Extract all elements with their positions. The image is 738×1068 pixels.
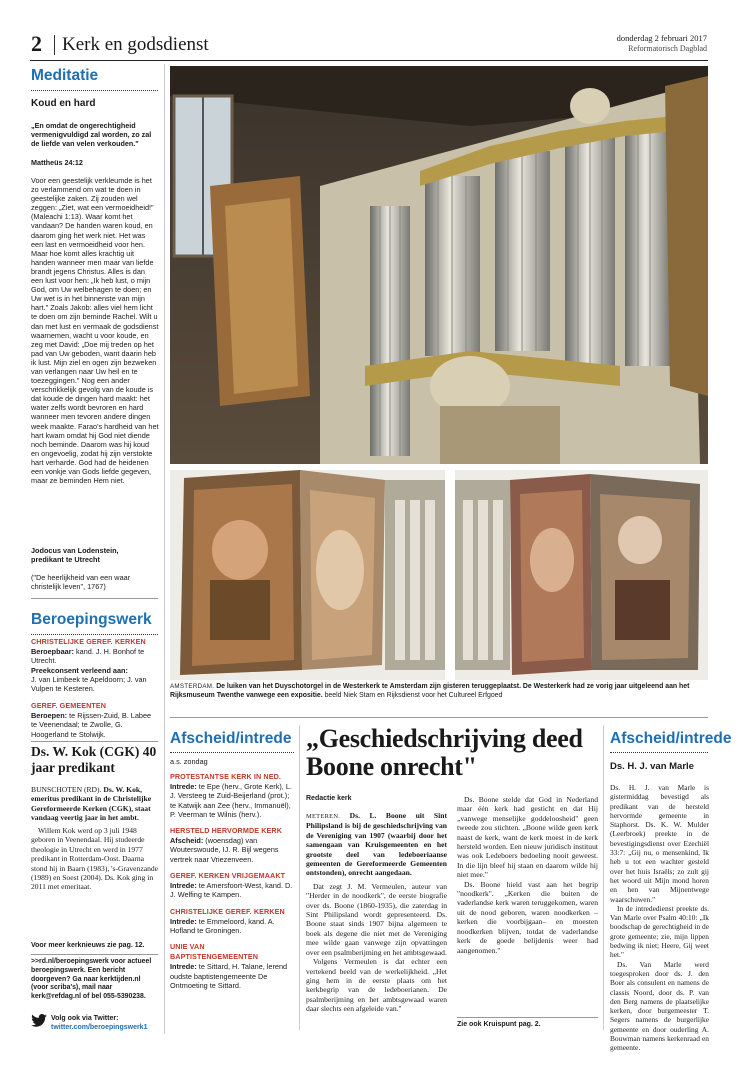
- beroepen-label: Beroepen:: [31, 711, 68, 720]
- twitter-label: Volg ook via Twitter:: [51, 1015, 119, 1022]
- afscheid-group: GEREF. KERKEN VRIJGEMAAKT: [170, 871, 286, 881]
- afscheid-heading: Afscheid/intrede: [170, 730, 292, 747]
- preekconsent-label: Preekconsent verleend aan:: [31, 665, 128, 675]
- afscheid-label: Intrede:: [170, 782, 197, 791]
- beroep-group-cgk: CHRISTELIJKE GEREF. KERKEN: [31, 637, 146, 646]
- column-divider: [164, 64, 165, 1034]
- see-also: Zie ook Kruispunt pag. 2.: [457, 1021, 541, 1028]
- afscheid-label: Intrede:: [170, 881, 197, 891]
- afscheid-list: [170, 772, 294, 990]
- main-lead: [306, 811, 447, 878]
- meditatie-author: Jodocus van Lodenstein,: [31, 546, 119, 555]
- beroep-bottom-rule: [31, 741, 158, 742]
- panels-photo: [170, 470, 708, 680]
- kok-lead-text: Ds. W. Kok, emeritus predikant in de Christelijke Gereformeerde Kerken (CGK), staat vandaag veertig jaar in het ambt.: [31, 785, 152, 823]
- organ-photo: [170, 66, 708, 464]
- beroep-text: kand. J. H. Bonhof te Utrecht.: [31, 647, 145, 666]
- main-headline: „Geschiedschrijving deed Boone onrecht": [306, 724, 583, 781]
- main-p1: Dat zegt J. M. Vermeulen, auteur van "Herder in de noodkerk", de eerste biografie over ds. Boone (1860-1935), die zaterdag in Sint Philipsland wordt gepresenteerd. Ds. Boone staat sinds 1907 bijna algemeen te boek als degene die niet met de Vereniging mee wilde gaan vanwege zijn opvattingen over een psalmberijming en het ambtsgewaad.: [306, 881, 447, 957]
- afscheid-label: Intrede:: [170, 916, 197, 926]
- meditatie-divider: [31, 90, 158, 91]
- kok-dateline: BUNSCHOTEN (RD).: [31, 785, 102, 794]
- meditatie-text: Voor een geestelijk verkleumde is het zo verlammend om wat te doen in geestelijke zaken. Zij zouden wel zeggen: „Ziet, wat een vermoeidheid!" (Maleachi 1:13). Waar komt het vandaan? De handen waren koud, en daarom ging het werk niet. Het was een last en vermoeidheid voor hen. Maar hoe komt alles krachtig uit handen wanneer men maar van liefde brandt jegens Christus. Alles is dan een lust voor hen: „Ik heb lust, o mijn God, om Uw welbehagen te doen; en Uw wet is in het binnenste van mijn hart." Zoals Jakob: alles viel hem licht te doen om zijn beminde Rachel. Wilt u dan met lust en vermaak de godsdienst waarnemen, wacht u voor koude, en zeg met David: „Doe mij treden op het pad van Uw geboden, want daarin heb ik lust. Mijn ziel en ogen zijn bezweken van verlangen naar Uw heil en te toezeggingen." Nog een ander verschrikkelijk gevolg van de koude is dat koude de dingen hard maakt: het water zelfs wordt bevroren en hard wanneer men tevoren andere dingen week maakte. Farao's hardheid van het hart kwam omdat hij God niet diende noch beminde. Daarom was hij koud en ongevoelig, zodat hij zijn verstokte hart verharde. God had de heidenen een vonkje van Gods liefde gegeven, maar ze beminden Hem niet.: [31, 176, 159, 486]
- afscheid-group: CHRISTELIJKE GEREF. KERKEN: [170, 906, 285, 916]
- twitter-link[interactable]: twitter.com/beroepingswerk1: [51, 1024, 148, 1031]
- twitter-icon[interactable]: [31, 1014, 47, 1027]
- afscheid-item: [170, 907, 294, 936]
- kok-body: Willem Kok werd op 3 juli 1948 geboren in Veenendaal. Hij studeerde theologie in Utrecht en werd in 1977 predikant in Rotterdam-Oost. Daarna stond hij in Baarn (1983), 's-Gravenzande (1989) en Soest (2004). Ds. Kok ging in 2011 met emeritaat.: [31, 826, 159, 892]
- marle-divider: [610, 752, 708, 753]
- afscheid-item: [170, 772, 294, 819]
- beroepen-text: te Rijssen-Zuid, B. Labee te Veenendaal; te Zwolle, G. Hoogerland te Stolwijk.: [31, 711, 152, 739]
- afscheid-item: [170, 826, 294, 864]
- main-byline: Redactie kerk: [306, 795, 352, 802]
- see-also-rule: [457, 1017, 598, 1018]
- afscheid-label: Intrede:: [170, 962, 197, 972]
- afscheid-text: (woensdag) van Wouterswoude, IJ. R. Bijl wegens vertrek naar Vriezenveen.: [170, 836, 279, 864]
- meditatie-bottom-rule: [31, 598, 158, 599]
- afscheid-text: te Sittard, H. Talane, lerend oudste baptistengemeente De Ontmoeting te Sittard.: [170, 962, 288, 990]
- afscheid-day: a.s. zondag: [170, 757, 208, 766]
- afscheid-text: te Amersfoort-West, kand. D. J. Welfing te Kampen.: [170, 881, 293, 900]
- photo-caption: [170, 683, 708, 700]
- marle-body: [610, 783, 709, 1053]
- marle-p1: Ds. H. J. van Marle is gistermiddag bevestigd als predikant van de hersteld hervormde gemeente in Staphorst. Ds. K. W. Mulder (Leerbroek) preekte in de bevestigingsdienst over Ezechiël 33:7: „Gij nu, o mensenkind, Ik heb u tot een wachter gesteld over het huis Israëls; zo zult gij het woord uit Mijn mond horen en hen van Mijnentwege waarschuwen.": [610, 783, 709, 904]
- page-number: 2: [31, 31, 42, 56]
- marle-p3: Ds. Van Marle werd toegesproken door ds. J. den Boer als consulent en namens de classis Noord, door ds. P. van den Berg namens de plaatselijke kerken, door burgemeester T. Segers namens de burgerlijke gemeente en door ouderling A. Bouwman namens kerkenraad en gemeente.: [610, 959, 709, 1053]
- main-p3: Ds. Boone stelde dat God in Nederland maar één kerk had gesticht en dat Hij „vanwege menselijke goddeloosheid" geen tweede zou stichten. „Boone wilde geen kerk naast de kerk, want de kerk moest in de kerk hersteld worden. Een nieuw juridisch instituut was ook Ledeboers bedoeling nooit geweest. In die lijn bleef hij staan en daarom wilde hij niet mee.": [457, 795, 598, 880]
- beroepingswerk-divider: [31, 634, 158, 635]
- column-divider-3: [603, 725, 604, 1030]
- preekconsent-text: J. van Limbeek te Apeldoorn; J. van Vulpen te Kesteren.: [31, 674, 147, 694]
- meditatie-quote-ref: Mattheüs 24:12: [31, 158, 83, 167]
- meditatie-quote: „En omdat de ongerechtigheid vermenigvuldigd zal worden, zo zal de liefde van velen verkouden.": [31, 121, 152, 148]
- newspaper-name: Reformatorisch Dagblad: [628, 44, 707, 53]
- afscheid-text: te Emmeloord, kand. A. Hofland te Groningen.: [170, 916, 275, 935]
- main-col-1: [306, 811, 447, 1014]
- note-rule: [31, 954, 158, 955]
- main-lead-text: Ds. L. Boone uit Sint Philipsland is bij de geschiedschrijving van de Vereniging van 1907 (waarbij door het samengaan van Kruisgemeenten en het grootste deel van ledeboeriaanse gemeenten de Gereformeerde Gemeenten ontstonden), onrecht aangedaan.: [306, 811, 447, 878]
- main-col-2: [457, 795, 598, 955]
- caption-rule: [170, 717, 708, 718]
- afscheid-item: [170, 942, 294, 990]
- afscheid-group: HERSTELD HERVORMDE KERK: [170, 826, 282, 836]
- caption-place: AMSTERDAM.: [170, 683, 215, 690]
- meditatie-source: ("De heerlijkheid van een waar christelijk leven", 1767): [31, 573, 131, 591]
- meditatie-title: Koud en hard: [31, 98, 96, 109]
- beroep-group-gg: GEREF. GEMEENTEN: [31, 701, 107, 710]
- main-dateline: METEREN.: [306, 813, 341, 820]
- afscheid-item: [170, 871, 294, 900]
- issue-date: donderdag 2 februari 2017: [616, 33, 707, 43]
- meditatie-author-role: predikant te Utrecht: [31, 555, 100, 564]
- caption-credit: beeld Niek Stam en Rijksdienst voor het Cultureel Erfgoed: [324, 691, 503, 699]
- beroepingswerk-web-note: >>rd.nl/beroepingswerk voor actueel beroepingswerk. Een bericht doorgeven? Ga naar kerktijden.nl (voor scriba's), mail naar kerk@refdag.nl of bel 055-5390238.: [31, 958, 152, 1001]
- beroep-gg-block: [31, 711, 159, 739]
- kok-lead: [31, 785, 159, 823]
- main-p2: Volgens Vermeulen is dat echter een vertekend beeld van de werkelijkheid. „Het ging hem in de eerste plaats om het kerkbegrip van de ledeboerianen. De psalmberijming en het ambtsgewaad waren daar slechts een afgeleide van.": [306, 957, 447, 1014]
- beroep-cgk-block: [31, 647, 159, 693]
- afscheid-label: Afscheid:: [170, 836, 204, 846]
- header-rule: [30, 60, 708, 61]
- beroepingswerk-heading: Beroepingswerk: [31, 611, 152, 628]
- marle-title: Ds. H. J. van Marle: [610, 761, 694, 772]
- afscheid-text: te Epe (herv., Grote Kerk), L. J. Versteeg te Zuid-Beijerland (prot.); te Katwijk aan Zee (herv., Immanuël), P. Veerman te Wilnis (herv.).: [170, 782, 292, 819]
- kok-headline: Ds. W. Kok (CGK) 40 jaar predikant: [31, 744, 157, 775]
- beroep-label: Beroepbaar:: [31, 647, 74, 656]
- afscheid-group: PROTESTANTSE KERK IN NED.: [170, 772, 281, 781]
- main-p4: Ds. Boone hield vast aan het begrip "noodkerk". „Kerken die buiten de vaderlandse kerk waren teruggekomen, waren uit de nood geboren, waren noodkerken –kerken die voorbijgaan– en moesten noodkerken blijven, totdat de vaderlandse kerk de goede belijdenis weer had aangenomen.": [457, 879, 598, 955]
- more-news-note: Voor meer kerknieuws zie pag. 12.: [31, 942, 145, 949]
- column-divider-2: [299, 725, 300, 1030]
- section-title: Kerk en godsdienst: [62, 34, 209, 55]
- caption-text: De luiken van het Duyschotorgel in de Westerkerk te Amsterdam zijn gisteren teruggeplaatst. De Westerkerk had ze vorig jaar uitgeleend aan het Rijksmuseum Twenthe vanwege een expositie.: [170, 683, 690, 699]
- marle-heading: Afscheid/intrede: [610, 730, 732, 747]
- afscheid-divider: [170, 752, 294, 753]
- marle-p2: In de intrededienst preekte ds. Van Marle over Psalm 40:10: „Ik boodschap de gerechtigheid in de grote gemeente; zie, mijn lippen bedwing ik niet; Heere, Gij weet het.": [610, 903, 709, 960]
- afscheid-group: UNIE VAN BAPTISTENGEMEENTEN: [170, 942, 259, 962]
- meditatie-heading: Meditatie: [31, 67, 99, 84]
- header-divider: [54, 35, 55, 55]
